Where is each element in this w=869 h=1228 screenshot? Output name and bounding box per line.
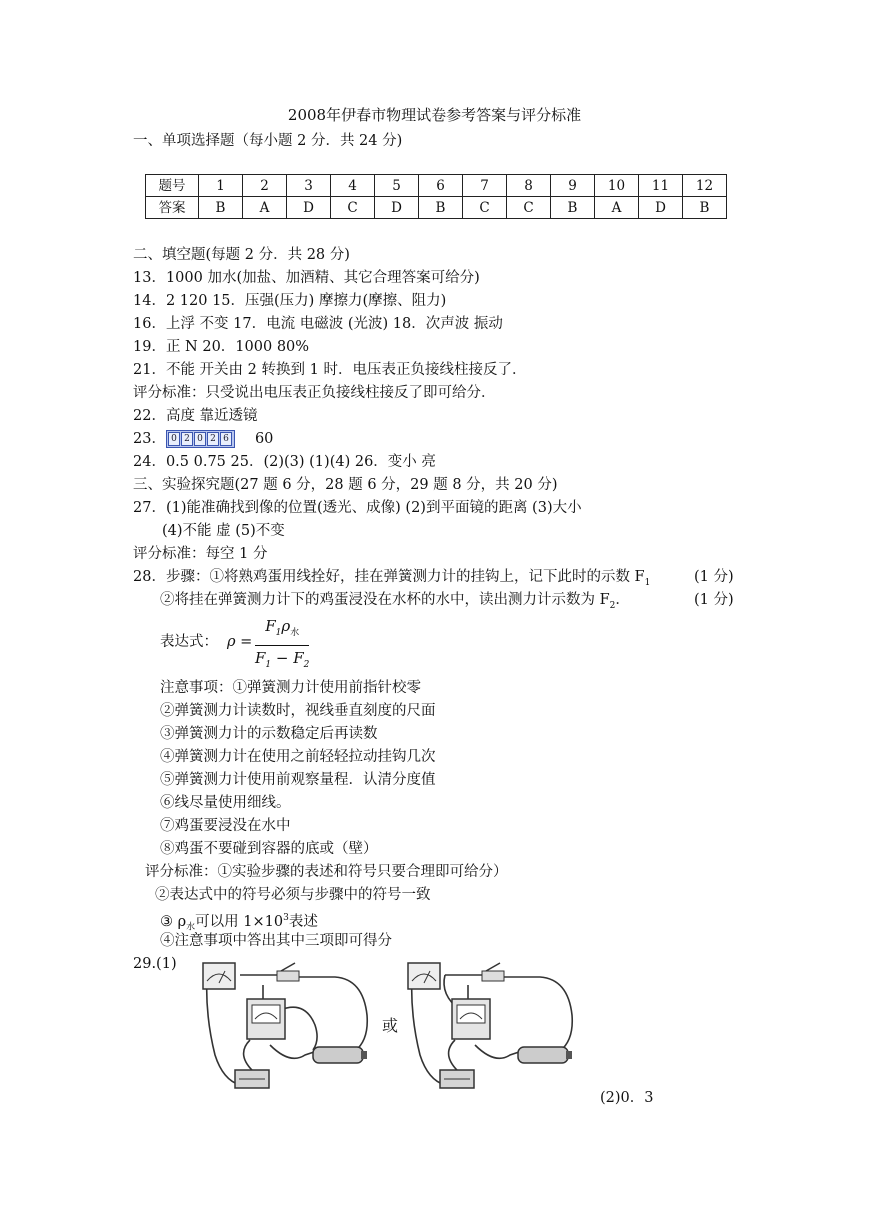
meter-digit: 2 xyxy=(181,432,193,446)
table-cell: B xyxy=(419,197,463,219)
wire xyxy=(244,1040,255,1073)
circuit-diagram-left xyxy=(195,955,380,1095)
answer-line: 21．不能 开关由 2 转换到 1 时．电压表正负接线柱接反了． xyxy=(133,362,527,378)
meter-digit: 6 xyxy=(220,432,232,446)
subscript: 1 xyxy=(265,660,272,670)
table-cell: C xyxy=(331,197,375,219)
table-cell: B xyxy=(551,197,595,219)
table-cell: C xyxy=(507,197,551,219)
wire xyxy=(449,1040,460,1073)
q28-step2-end: ． xyxy=(615,592,630,608)
meter-reading-box xyxy=(166,430,235,448)
wire xyxy=(207,975,240,1085)
q28-step2-text: ②将挂在弹簧测力计下的鸡蛋浸没在水杯的水中，读出测力计示数为 F xyxy=(160,592,610,608)
table-cell: 10 xyxy=(595,175,639,197)
note-item: ②弹簧测力计读数时，视线垂直刻度的尺面 xyxy=(160,703,436,719)
formula-symbol: F xyxy=(255,649,266,667)
answer-line: 19．正 N 20．1000 80% xyxy=(133,339,310,355)
table-cell: D xyxy=(287,197,331,219)
battery-icon xyxy=(518,1047,572,1063)
fraction-bar xyxy=(255,645,309,646)
table-cell: 12 xyxy=(683,175,727,197)
q28-step1-text: 28．步骤：①将熟鸡蛋用线拴好，挂在弹簧测力计的挂钩上，记下此时的示数 F xyxy=(133,569,645,585)
formula-symbol: ρ xyxy=(281,617,291,635)
expression-rho: ρ = xyxy=(227,634,253,650)
subscript: 水 xyxy=(186,922,196,933)
score-item: ②表达式中的符号必须与步骤中的符号一致 xyxy=(155,887,431,903)
or-label: 或 xyxy=(382,1016,399,1035)
switch-icon xyxy=(482,963,504,981)
q27-line2: (4)不能 虚 (5)不变 xyxy=(162,523,285,539)
table-cell: D xyxy=(639,197,683,219)
section2-heading: 二、填空题(每题 2 分．共 28 分) xyxy=(133,247,350,263)
subscript: 2 xyxy=(609,600,616,611)
answer-table xyxy=(145,174,727,219)
score-heading: 评分标准：①实验步骤的表述和符号只要合理即可给分） xyxy=(145,864,508,880)
q28-step1-score: (1 分) xyxy=(694,569,734,585)
table-cell: 9 xyxy=(551,175,595,197)
answer-line: 16．上浮 不变 17．电流 电磁波 (光波) 18．次声波 振动 xyxy=(133,316,503,332)
page-title: 2008年伊春市物理试卷参考答案与评分标准 xyxy=(287,106,582,124)
q29-part2: (2)0．3 xyxy=(600,1090,654,1106)
wire xyxy=(500,977,572,1051)
circuit-diagram-right xyxy=(400,955,585,1095)
table-row-numbers xyxy=(146,175,727,197)
q28-step1 xyxy=(133,567,650,593)
note-item: ③弹簧测力计的示数稳定后再读数 xyxy=(160,726,378,742)
note-item: ⑤弹簧测力计使用前观察量程．认清分度值 xyxy=(160,772,436,788)
wire xyxy=(412,975,445,1085)
subscript: 1 xyxy=(275,628,282,638)
q23-label: 23． xyxy=(133,431,166,447)
q28-step2 xyxy=(160,590,630,616)
score-item: ④注意事项中答出其中三项即可得分 xyxy=(160,933,392,949)
resistor-icon xyxy=(235,1070,269,1088)
answer-line: 22．高度 靠近透镜 xyxy=(133,408,258,424)
table-cell: 7 xyxy=(463,175,507,197)
fraction-denominator xyxy=(255,648,309,675)
answer-line: 14．2 120 15．压强(压力) 摩擦力(摩擦、阻力) xyxy=(133,293,447,309)
resistor-icon xyxy=(440,1070,474,1088)
q29-label: 29.(1) xyxy=(133,956,177,972)
table-header-cell: 题号 xyxy=(146,175,199,197)
section1-heading: 一、单项选择题（每小题 2 分．共 24 分) xyxy=(133,133,403,149)
wire xyxy=(295,977,367,1051)
subscript: 2 xyxy=(303,660,310,670)
score-note: 评分标准：只受说出电压表正负接线柱接反了即可给分． xyxy=(133,385,496,401)
table-cell: D xyxy=(375,197,419,219)
table-cell: 1 xyxy=(199,175,243,197)
voltmeter-icon xyxy=(247,999,285,1039)
table-cell: 3 xyxy=(287,175,331,197)
meter-digit: 2 xyxy=(207,432,219,446)
note-item: ⑧鸡蛋不要碰到容器的底或（壁） xyxy=(160,841,378,857)
q27-score: 评分标准：每空 1 分 xyxy=(133,546,268,562)
notes-heading: 注意事项：①弹簧测力计使用前指针校零 xyxy=(160,680,421,696)
q23-value: 60 xyxy=(254,431,274,447)
formula-symbol: F xyxy=(265,617,276,635)
score-text: 可以用 1×10 xyxy=(195,913,284,930)
subscript: 1 xyxy=(644,577,651,588)
meter-digit: 0 xyxy=(168,432,180,446)
answer-line: 13．1000 加水(加盐、加酒精、其它合理答案可给分) xyxy=(133,270,480,286)
battery-icon xyxy=(313,1047,367,1063)
table-cell: A xyxy=(595,197,639,219)
ammeter-icon xyxy=(203,963,235,989)
table-row-answers xyxy=(146,197,727,219)
table-cell: 11 xyxy=(639,175,683,197)
table-cell: 4 xyxy=(331,175,375,197)
expression-label: 表达式： xyxy=(160,634,218,650)
table-cell: 2 xyxy=(243,175,287,197)
note-item: ⑦鸡蛋要浸没在水中 xyxy=(160,818,291,834)
expression-fraction xyxy=(255,616,309,675)
table-cell: 6 xyxy=(419,175,463,197)
table-cell: C xyxy=(463,197,507,219)
note-item: ④弹簧测力计在使用之前轻轻拉动挂钩几次 xyxy=(160,749,436,765)
q23-line xyxy=(133,429,273,449)
subscript: 水 xyxy=(290,628,300,638)
q27-line1: 27．(1)能准确找到像的位置(透光、成像) (2)到平面镜的距离 (3)大小 xyxy=(133,500,582,516)
table-cell: B xyxy=(683,197,727,219)
score-text: 表述 xyxy=(288,913,318,930)
meter-digit: 0 xyxy=(194,432,206,446)
answer-line: 24．0.5 0.75 25．(2)(3) (1)(4) 26．变小 亮 xyxy=(133,454,436,470)
table-cell: 8 xyxy=(507,175,551,197)
ammeter-icon xyxy=(408,963,440,989)
fraction-numerator xyxy=(255,616,309,643)
table-header-cell: 答案 xyxy=(146,197,199,219)
superscript: 3 xyxy=(283,913,289,923)
section3-heading: 三、实验探究题(27 题 6 分，28 题 6 分，29 题 8 分，共 20 分) xyxy=(133,477,558,493)
table-cell: B xyxy=(199,197,243,219)
table-cell: A xyxy=(243,197,287,219)
q28-step2-score: (1 分) xyxy=(694,592,734,608)
switch-icon xyxy=(277,963,299,981)
note-item: ⑥线尽量使用细线。 xyxy=(160,795,291,811)
score-text: ③ ρ xyxy=(160,913,187,930)
table-cell: 5 xyxy=(375,175,419,197)
voltmeter-icon xyxy=(452,999,490,1039)
formula-symbol: − F xyxy=(271,649,304,667)
